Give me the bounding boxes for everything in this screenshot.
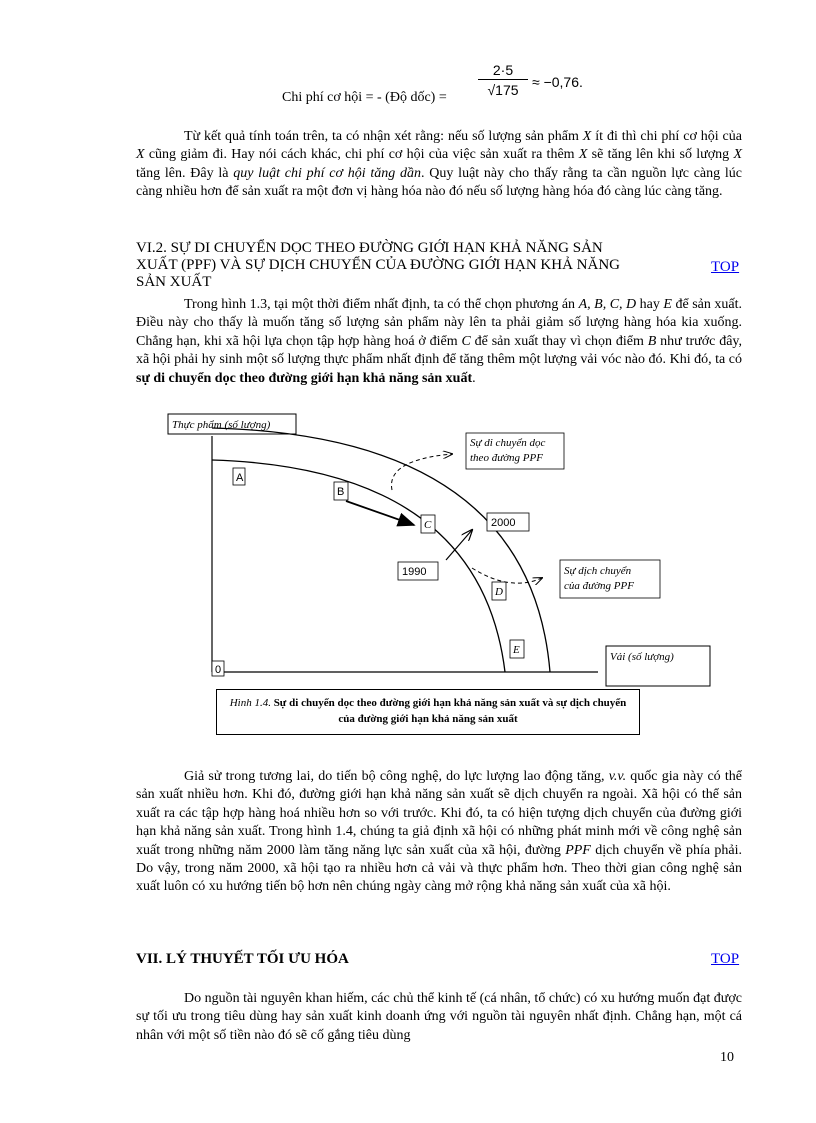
figure-caption [216,689,640,735]
paragraph-increasing-cost [136,128,742,202]
ppf-curve-1990 [212,460,505,672]
var-x: X [136,147,145,163]
paragraph-movement-along [136,296,742,388]
formula-result: ≈ −0,76. [532,74,583,90]
page-number: 10 [720,1050,734,1065]
shift-note-line1: Sự dịch chuyển [564,565,632,577]
move-along-arrow [346,501,414,525]
text-run: Từ kết quả tính toán trên, ta có nhận xét rằng: nếu số lượng sản phẩm [184,129,583,144]
law-name: quy luật chi phí cơ hội tăng dần [233,165,422,181]
text-run: để sản xuất. Điều này cho thấy là muốn tăng số lượng sản phẩm này lên ta phải giảm số lượng hàng hóa kia xuống. Chẳng hạn, khi xã hội lựa chọn tập hợp hàng hoá ở điểm [136,297,742,349]
text-run: tăng lên. Đây là [136,165,234,181]
text-run: . Quy luật này cho thấy rằng ta cần nguồn lực càng lúc càng nhiều hơn để sản xuất ra một đơn vị hàng hóa nào đó nếu số lượng hàng hóa đó càng lúc càng tăng. [136,165,742,200]
heading-line: SẢN XUẤT [136,274,212,290]
formula-fraction [478,62,528,98]
options-list: A, B, C, D [578,297,637,312]
paragraph-ppf-shift [136,768,742,897]
heading-line: VI.2. SỰ DI CHUYỂN DỌC THEO ĐƯỜNG GIỚI HẠN KHẢ NĂNG SẢN [136,240,603,256]
origin-label: 0 [215,664,222,676]
paragraph-optimization: Do nguồn tài nguyên khan hiếm, các chủ thể kinh tế (cá nhân, tổ chức) có xu hướng muốn đạt được sự tối ưu trong tiêu dùng hay sản xuất kinh doanh ứng với nguồn tài nguyên nhất định. Chẳng hạn, một cá nhân với một số tiền nào đó sẽ cố gắng tiêu dùng [136,991,742,1043]
text-run: như trước đây, xã hội phải hy sinh một số lượng thực phẩm nhất định để tăng thêm một lượng vải vóc nào đó. Khi đó, ta có [136,333,742,368]
point-a-label: A [236,472,244,484]
var-x: X [582,129,592,144]
formula-numerator: 2·5 [478,62,528,80]
etc-abbrev: v.v. [608,769,627,784]
section-heading-7: VII. LÝ THUYẾT TỐI ƯU HÓA [136,951,349,967]
var-x: X [578,147,588,163]
point-c-label: C [424,519,432,531]
var-x: X [733,147,743,163]
top-link[interactable]: TOP [711,259,740,275]
caption-label: Hình 1.4. [229,697,271,709]
top-link[interactable]: TOP [711,951,740,967]
y-axis-label: Thực phẩm (số lượng) [172,419,271,431]
year-1990-label: 1990 [402,566,427,578]
shift-pointer [472,568,542,583]
text-run: để sản xuất thay vì chọn điểm [470,333,648,349]
point-e-label: E [513,644,520,656]
formula-denominator: √175 [487,82,519,98]
text-run: cũng giảm đi. Hay nói cách khác, chi phí cơ hội của việc sản xuất ra thêm [144,147,579,163]
bold-term: sự di chuyển dọc theo đường giới hạn khả năng sản xuất [136,370,473,386]
opportunity-cost-formula [282,62,602,112]
point-b-label: B [337,486,345,498]
text-run: Giả sử trong tương lai, do tiến bộ công nghệ, do lực lượng lao động tăng, [184,769,609,784]
ppf-abbrev: PPF [565,842,591,858]
text-run: . [472,370,476,386]
text-run: hay [636,297,664,312]
x-axis-label: Vải (số lượng) [610,651,674,663]
text-run: ít đi thì chi phí cơ hội của [591,129,742,144]
caption-text: Sự di chuyển dọc theo đường giới hạn khả năng sản xuất và sự dịch chuyển của đường giới hạn khả năng sản xuất [273,697,627,725]
formula-lhs: Chi phí cơ hội = - (Độ dốc) = [282,90,447,105]
shift-note-line2: của đường PPF [564,580,634,592]
move-along-note-line2: theo đường PPF [470,452,543,464]
text-run: dịch chuyển về phía phải. Do vậy, trong năm 2000, xã hội tạo ra nhiều hơn cả vải và thực phẩm hơn. Theo thời gian công nghệ sản xuất luôn có xu hướng tiến bộ hơn nên chúng ngày càng mở rộng khả năng sản xuất của xã hội. [136,842,742,895]
text-run: sẽ tăng lên khi số lượng [587,147,734,163]
point-c: C [461,333,471,349]
text-run: Trong hình 1.3, tại một thời điểm nhất định, ta có thể chọn phương án [184,297,579,312]
section-heading-6-2 [136,240,620,291]
point-b: B [647,333,657,349]
move-along-note-line1: Sự di chuyển dọc [470,437,546,449]
point-e: E [663,297,672,312]
text-run: quốc gia này có thể sản xuất nhiều hơn. Khi đó, đường giới hạn khả năng sản xuất sẽ dịch chuyển ra ngoài. Xã hội có thể sản xuất ra các tập hợp hàng hoá nhiều hơn so với trước. Khi đó, ta có hiện tượng dịch chuyển của đường giới hạn khả năng sản xuất. Trong hình 1.4, chúng ta giả định xã hội có những phát minh mới về công nghệ sản xuất trong những năm 2000 làm tăng năng lực sản xuất của xã hội, đường [136,769,742,858]
year-2000-label: 2000 [491,517,516,529]
point-d-label: D [495,586,503,598]
heading-line: XUẤT (PPF) VÀ SỰ DỊCH CHUYỂN CỦA ĐƯỜNG GIỚI HẠN KHẢ NĂNG [136,257,620,273]
